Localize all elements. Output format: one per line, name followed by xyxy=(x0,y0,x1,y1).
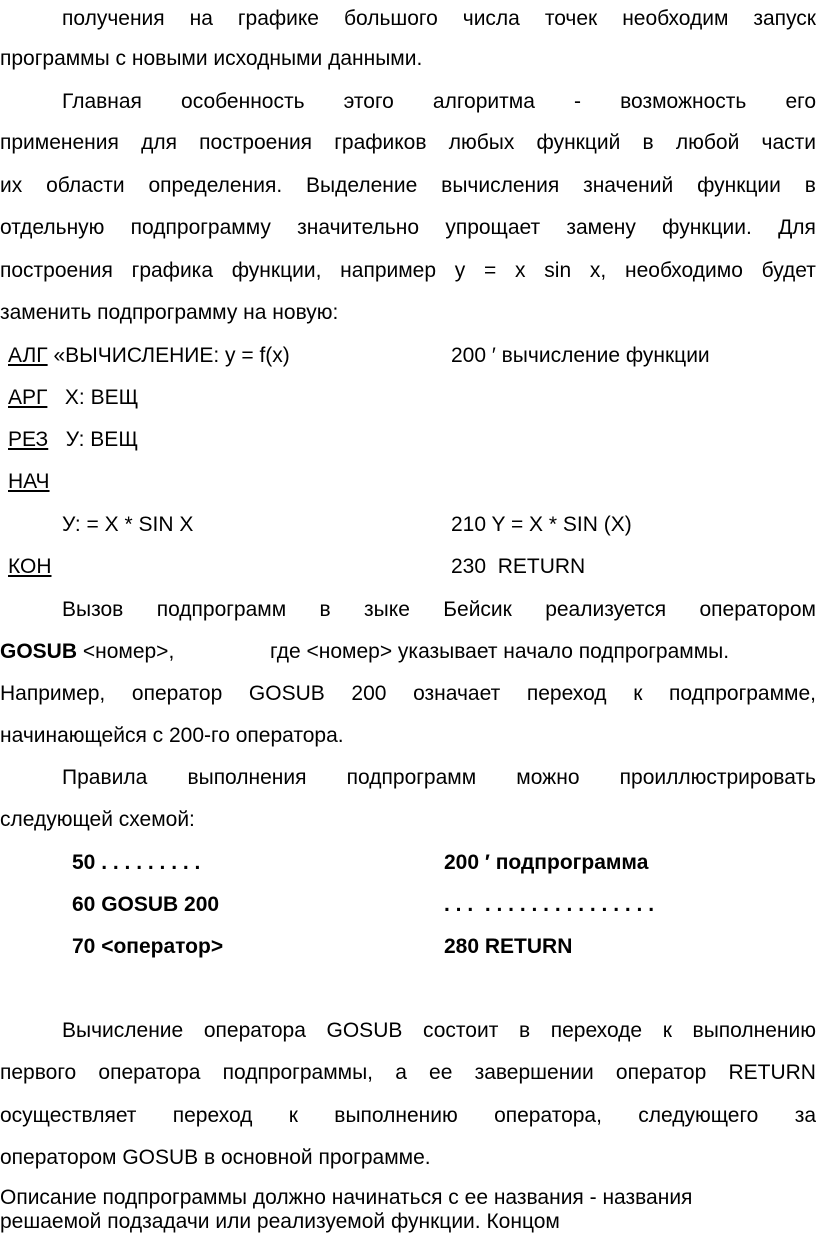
paragraph-1-line-1 xyxy=(62,5,816,33)
word: ее xyxy=(429,1061,453,1084)
scheme-left-line-70: 70 <оператор> xyxy=(72,935,224,958)
paragraph-3-line-3 xyxy=(0,680,816,708)
word: графике xyxy=(237,7,319,30)
word: построения xyxy=(0,259,113,282)
word: в xyxy=(518,1019,531,1042)
scheme-right-line-200: 200 ′ подпрограмма xyxy=(444,851,649,874)
word: Бейсик xyxy=(443,598,512,621)
paragraph-1-line-2: программы с новыми исходными данными. xyxy=(0,47,423,70)
word: запуск xyxy=(753,7,816,30)
word: GOSUB xyxy=(326,1019,403,1042)
word: оператора, xyxy=(494,1104,602,1127)
word: Правила xyxy=(62,766,148,789)
algo-rez-line xyxy=(8,426,138,454)
word: для xyxy=(141,131,177,154)
rez-declaration: У: ВЕЩ xyxy=(48,428,139,451)
word: sin xyxy=(544,259,572,282)
word: будет xyxy=(761,259,816,282)
word: оператор xyxy=(615,1061,707,1084)
word: x xyxy=(515,259,526,282)
word: определения. xyxy=(148,174,283,197)
word: переход xyxy=(172,1104,253,1127)
word: GOSUB xyxy=(248,682,325,705)
word: подпрограмм xyxy=(346,766,477,789)
word: а xyxy=(395,1061,407,1084)
paragraph-5-line-4: оператором GOSUB в основной программе. xyxy=(0,1146,431,1169)
paragraph-4-line-1 xyxy=(62,764,816,792)
word: означает xyxy=(413,682,501,705)
word: подпрограммы, xyxy=(222,1061,374,1084)
gosub-argument: <номер>, xyxy=(77,640,175,663)
word: подпрограмм xyxy=(156,598,287,621)
word: можно xyxy=(516,766,580,789)
word: = xyxy=(484,259,497,282)
word: замену xyxy=(566,216,636,239)
scheme-left-line-50: 50 . . . . . . . . . xyxy=(72,851,201,874)
algo-arg-line xyxy=(8,384,138,412)
word: завершении xyxy=(474,1061,594,1084)
word: точек xyxy=(544,7,598,30)
paragraph-2-line-2 xyxy=(0,129,816,157)
nach-keyword: НАЧ xyxy=(8,470,50,493)
word: необходим xyxy=(622,7,729,30)
word: алгоритма xyxy=(432,90,535,113)
alg-keyword: АЛГ xyxy=(8,344,48,367)
word: функций xyxy=(536,131,621,154)
word: функции, xyxy=(231,259,322,282)
word: в xyxy=(319,598,331,621)
word: к xyxy=(633,682,643,705)
word: в xyxy=(642,131,654,154)
word: оператора xyxy=(98,1061,201,1084)
word: например xyxy=(340,259,437,282)
word: осуществляет xyxy=(0,1104,137,1127)
word: к xyxy=(662,1019,672,1042)
arg-declaration: Х: ВЕЩ xyxy=(47,386,139,409)
word: числа xyxy=(462,7,520,30)
word: графиков xyxy=(334,131,427,154)
word: x, xyxy=(589,259,607,282)
word: отдельную xyxy=(0,216,105,239)
word: этого xyxy=(343,90,394,113)
word: переход xyxy=(526,682,607,705)
word: Вызов xyxy=(62,598,124,621)
word: Главная xyxy=(62,90,142,113)
word: вычисления xyxy=(441,174,560,197)
word: их xyxy=(0,174,23,197)
word: Например, xyxy=(0,682,106,705)
word: в xyxy=(804,174,816,197)
paragraph-3-line-2-left xyxy=(0,638,174,666)
rez-keyword: РЕЗ xyxy=(8,428,49,451)
scheme-left-line-60: 60 GOSUB 200 xyxy=(72,893,220,916)
word: значительно xyxy=(297,216,420,239)
word: упрощает xyxy=(445,216,541,239)
paragraph-4-line-2: следующей схемой: xyxy=(0,808,195,831)
word: особенность xyxy=(181,90,305,113)
word: любой xyxy=(675,131,740,154)
word: Для xyxy=(778,216,816,239)
word: на xyxy=(189,7,213,30)
paragraph-5-line-2 xyxy=(0,1059,816,1087)
word: зыке xyxy=(364,598,410,621)
basic-line-210: 210 Y = X * SIN (X) xyxy=(451,513,632,536)
word: Выделение xyxy=(306,174,418,197)
basic-line-230: 230 RETURN xyxy=(451,555,586,578)
word: значений xyxy=(583,174,674,197)
word: подпрограмму xyxy=(130,216,271,239)
arg-keyword: АРГ xyxy=(8,386,48,409)
word: графика xyxy=(131,259,214,282)
word: переходе xyxy=(550,1019,643,1042)
paragraph-3-line-1 xyxy=(62,596,816,624)
paragraph-2-line-6: заменить подпрограмму на новую: xyxy=(0,301,339,324)
paragraph-5-line-1 xyxy=(62,1017,816,1045)
word: оператором xyxy=(699,598,816,621)
word: функции xyxy=(697,174,781,197)
algo-header-line xyxy=(8,342,290,370)
word: выполнению xyxy=(692,1019,816,1042)
paragraph-3-line-4: начинающейся с 200-го оператора. xyxy=(0,724,344,747)
scheme-right-ellipsis: . . . . . . . . . . . . . . . . . . xyxy=(444,893,655,916)
word: проиллюстрировать xyxy=(619,766,816,789)
word: Вычисление xyxy=(62,1019,184,1042)
word: - xyxy=(573,90,581,113)
paragraph-6-line-1: Описание подпрограммы должно начинаться с ее названия - названия xyxy=(0,1186,693,1209)
word: необходимо xyxy=(625,259,743,282)
word: реализуется xyxy=(545,598,667,621)
word: области xyxy=(46,174,125,197)
gosub-keyword: GOSUB xyxy=(0,640,78,663)
word: функции. xyxy=(662,216,752,239)
word: первого xyxy=(0,1061,77,1084)
paragraph-2-line-3 xyxy=(0,172,816,200)
word: возможность xyxy=(620,90,747,113)
word: состоит xyxy=(423,1019,499,1042)
word: к xyxy=(288,1104,298,1127)
word: RETURN xyxy=(728,1061,816,1084)
word: большого xyxy=(343,7,438,30)
word: 200 xyxy=(351,682,387,705)
word: оператора xyxy=(203,1019,306,1042)
paragraph-3-line-2-right: где <номер> указывает начало подпрограммы. xyxy=(270,640,730,663)
paragraph-6-line-2: решаемой подзадачи или реализуемой функции. Концом xyxy=(0,1210,560,1233)
kon-keyword: КОН xyxy=(8,555,52,578)
word: подпрограмме, xyxy=(669,682,816,705)
alg-title: «ВЫЧИСЛЕНИЕ: y = f(x) xyxy=(47,344,290,367)
word: построения xyxy=(199,131,313,154)
word: y xyxy=(454,259,466,282)
basic-line-200: 200 ′ вычисление функции xyxy=(451,344,710,367)
paragraph-2-line-5 xyxy=(0,257,816,285)
word: его xyxy=(785,90,816,113)
paragraph-2-line-4 xyxy=(0,214,816,242)
word: оператор xyxy=(131,682,223,705)
word: любых xyxy=(448,131,515,154)
word: применения xyxy=(0,131,119,154)
paragraph-2-line-1 xyxy=(62,88,816,116)
word: части xyxy=(761,131,816,154)
word: выполнению xyxy=(334,1104,458,1127)
word: за xyxy=(794,1104,816,1127)
word: следующего xyxy=(638,1104,759,1127)
word: получения xyxy=(62,7,165,30)
algo-body-statement: У: = Х * SIN Х xyxy=(62,513,194,536)
word: выполнения xyxy=(187,766,307,789)
scheme-right-line-280: 280 RETURN xyxy=(444,935,573,958)
paragraph-5-line-3 xyxy=(0,1102,816,1130)
